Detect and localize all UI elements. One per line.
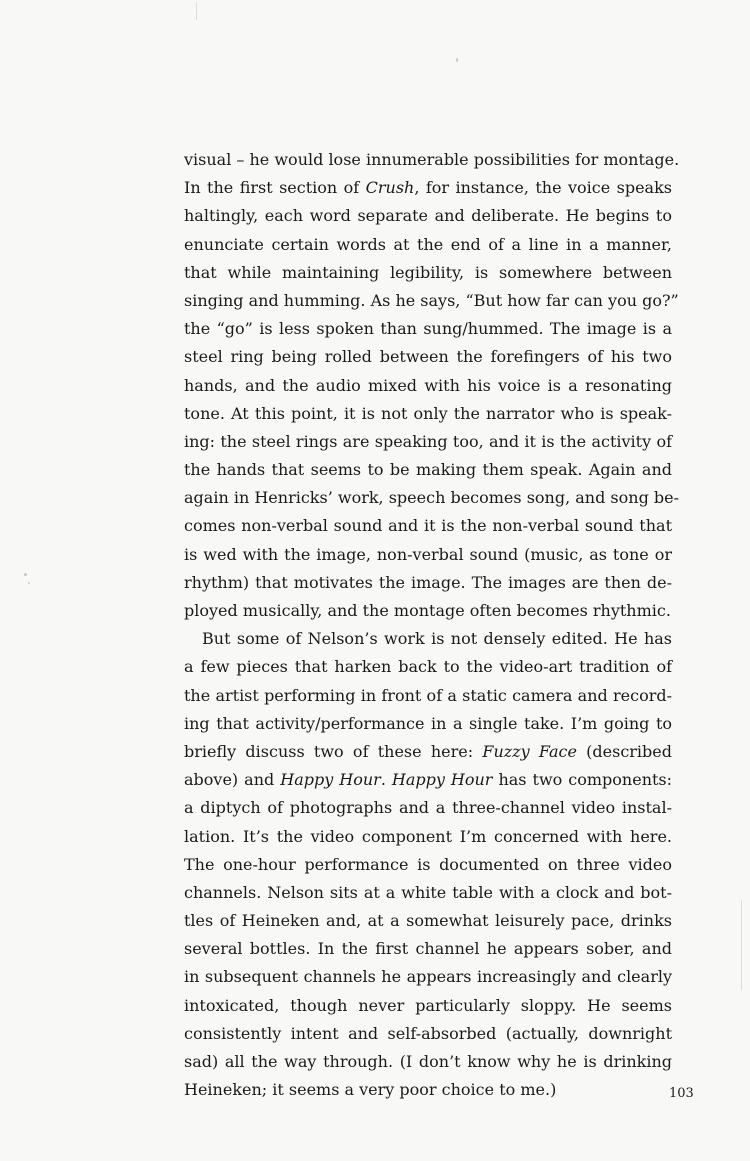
- work-title: Happy Hour: [280, 770, 381, 790]
- text-line: ployed musically, and the montage often becomes rhythmic.: [184, 601, 671, 620]
- text-line: above) and Happy Hour. Happy Hour has two components:: [184, 770, 673, 790]
- text-line: the hands that seems to be making them speak. Again and: [184, 460, 672, 480]
- scan-speck: [24, 573, 27, 576]
- text-line: that while maintaining legibility, is somewhere between: [184, 262, 672, 282]
- text-line: lation. It’s the video component I’m concerned with here.: [184, 826, 672, 846]
- text-line: visual – he would lose innumerable possibilities for montage.: [184, 150, 680, 169]
- text-line: tles of Heineken and, at a somewhat leisurely pace, drinks: [184, 911, 672, 931]
- scan-speck: [28, 582, 30, 584]
- text-line: haltingly, each word separate and deliberate. He begins to: [184, 206, 672, 226]
- text-line: consistently intent and self-absorbed (actually, downright: [184, 1023, 672, 1043]
- text-line: the artist performing in front of a static camera and record-: [184, 685, 672, 705]
- text-line: channels. Nelson sits at a white table with a clock and bot-: [184, 882, 672, 902]
- page-number: 103: [669, 1086, 694, 1101]
- paragraph: [184, 625, 672, 1104]
- paragraph: [184, 146, 680, 625]
- text-line: In the first section of Crush, for instance, the voice speaks: [184, 178, 672, 198]
- text-line: ing that activity/performance in a single take. I’m going to: [184, 713, 672, 733]
- work-title: Crush: [365, 178, 415, 198]
- text-line: a few pieces that harken back to the video-art tradition of: [184, 657, 672, 677]
- text-line: again in Henricks’ work, speech becomes song, and song be-: [184, 488, 680, 508]
- work-title: Happy Hour: [391, 770, 493, 790]
- text-line: comes non-verbal sound and it is the non-verbal sound that: [184, 516, 672, 536]
- text-line: But some of Nelson’s work is not densely edited. He has: [202, 629, 672, 649]
- text-line: hands, and the audio mixed with his voice is a resonating: [184, 375, 672, 395]
- text-line: The one-hour performance is documented on three video: [184, 854, 672, 874]
- text-line: in subsequent channels he appears increasingly and clearly: [184, 967, 672, 987]
- scan-speck: [456, 58, 458, 62]
- scan-mark: [741, 900, 742, 990]
- text-line: briefly discuss two of these here: Fuzzy Face (described: [184, 741, 672, 761]
- text-line: Heineken; it seems a very poor choice to me.): [184, 1080, 557, 1100]
- text-line: the “go” is less spoken than sung/hummed. The image is a: [184, 319, 672, 339]
- body-text: [184, 146, 680, 1104]
- text-line: tone. At this point, it is not only the narrator who is speak-: [184, 403, 672, 423]
- work-title: Fuzzy Face: [482, 741, 577, 761]
- text-line: sad) all the way through. (I don’t know why he is drinking: [184, 1052, 672, 1071]
- scan-mark: [196, 2, 197, 20]
- text-line: singing and humming. As he says, “But how far can you go?”: [184, 290, 679, 310]
- text-line: ing: the steel rings are speaking too, and it is the activity of: [184, 431, 672, 451]
- text-line: enunciate certain words at the end of a line in a manner,: [184, 234, 672, 254]
- text-line: is wed with the image, non-verbal sound (music, as tone or: [184, 544, 672, 564]
- text-line: a diptych of photographs and a three-channel video instal-: [184, 798, 672, 818]
- text-line: rhythm) that motivates the image. The images are then de-: [184, 572, 672, 592]
- text-line: intoxicated, though never particularly sloppy. He seems: [184, 995, 672, 1015]
- text-line: steel ring being rolled between the forefingers of his two: [184, 347, 672, 367]
- text-line: several bottles. In the first channel he appears sober, and: [184, 939, 672, 959]
